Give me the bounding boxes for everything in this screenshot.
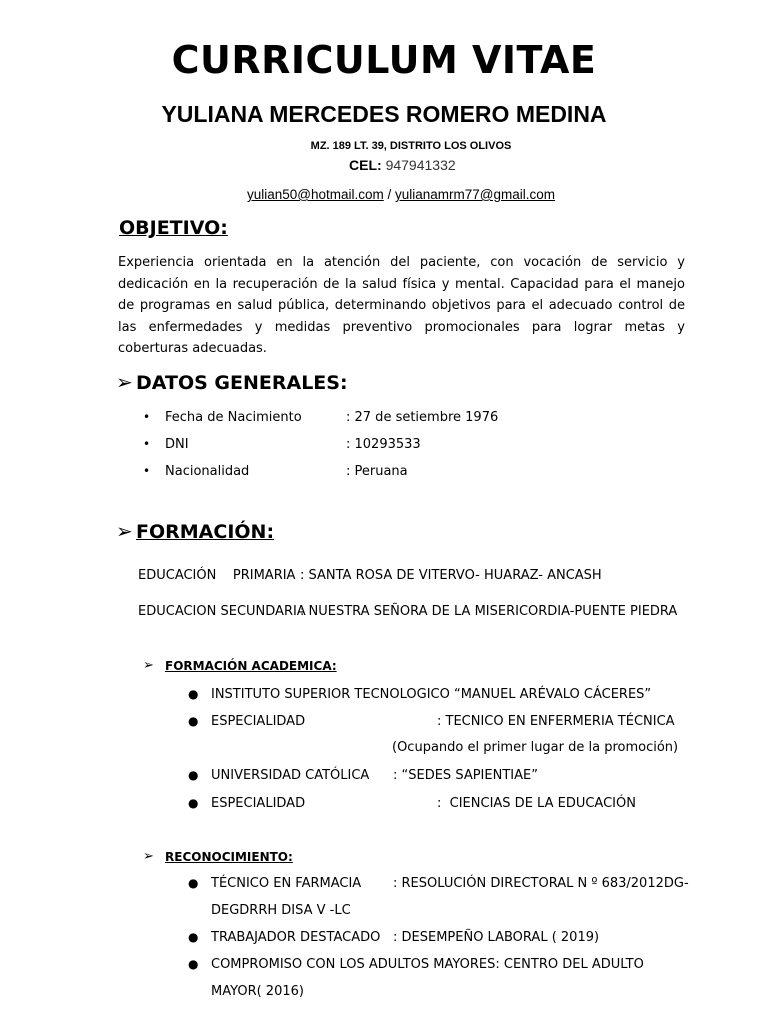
bullet-icon: ●	[188, 930, 199, 944]
secundaria-label: EDUCACION SECUNDARIA	[138, 604, 306, 619]
formacion-heading	[116, 519, 274, 543]
reconocimiento-value: : DESEMPEÑO LABORAL ( 2019)	[393, 930, 600, 945]
objetivo-text: Experiencia orientada en la atención del paciente, con vocación de servicio y dedicación en la recuperación de la salud física y mental. Capacidad para el manejo de programas en salud pública, determinando objetivos para el adecuado control de las enfermedades y medidas preventivo promocionales para lograr metas y coberturas adecuadas.	[118, 255, 685, 356]
dato-label: Nacionalidad	[165, 464, 250, 479]
reconocimiento-heading: RECONOCIMIENTO:	[165, 850, 293, 864]
reconocimiento-cont: DEGDRRH DISA V -LC	[211, 903, 351, 918]
datos-generales-title: DATOS GENERALES:	[136, 372, 348, 394]
primaria-value: : SANTA ROSA DE VITERVO- HUARAZ- ANCASH	[300, 568, 602, 583]
academica-label: ESPECIALIDAD	[211, 714, 306, 729]
dato-label: Fecha de Nacimiento	[165, 410, 302, 425]
phone-line	[349, 157, 456, 173]
secundaria-value: : NUESTRA SEÑORA DE LA MISERICORDIA-PUENTE PIEDRA	[300, 604, 678, 619]
primaria-label: EDUCACIÓN PRIMARIA	[138, 568, 296, 583]
reconocimiento-label: TRABAJADOR DESTACADO	[211, 930, 381, 945]
academica-value: : “SEDES SAPIENTIAE”	[393, 768, 538, 783]
bullet-icon: ●	[188, 796, 199, 810]
email-link-hotmail[interactable]: yulian50@hotmail.com	[246, 187, 384, 202]
phone-value: 947941332	[385, 157, 456, 173]
formacion-title: FORMACIÓN:	[136, 521, 275, 543]
bullet-icon: ●	[188, 714, 199, 728]
bullet-icon: ●	[188, 876, 199, 890]
bullet-icon: •	[143, 437, 151, 451]
objetivo-heading: OBJETIVO:	[119, 217, 228, 239]
academica-label: UNIVERSIDAD CATÓLICA	[211, 768, 370, 783]
academica-label: ESPECIALIDAD	[211, 796, 306, 811]
academica-value: : TECNICO EN ENFERMERIA TÉCNICA	[437, 714, 675, 729]
email-line	[0, 187, 768, 202]
datos-generales-heading	[116, 370, 348, 394]
bullet-icon: •	[143, 464, 151, 478]
reconocimiento-line: MAYOR( 2016)	[211, 984, 304, 999]
dato-value: : 10293533	[346, 437, 421, 452]
reconocimiento-line: COMPROMISO CON LOS ADULTOS MAYORES: CENTRO DEL ADULTO	[211, 957, 644, 972]
bullet-icon: •	[143, 410, 151, 424]
arrow-bullet-icon: ➢	[116, 519, 133, 543]
academica-value: : CIENCIAS DE LA EDUCACIÓN	[437, 796, 636, 811]
dato-value: : Peruana	[346, 464, 408, 479]
arrow-bullet-icon: ➢	[143, 848, 154, 863]
arrow-bullet-icon: ➢	[116, 370, 133, 394]
email-separator: /	[383, 187, 396, 202]
formacion-academica-heading: FORMACIÓN ACADEMICA:	[165, 659, 337, 673]
bullet-icon: ●	[188, 687, 199, 701]
document-title: CURRICULUM VITAE	[171, 38, 597, 82]
dato-value: : 27 de setiembre 1976	[346, 410, 499, 425]
reconocimiento-value: : RESOLUCIÓN DIRECTORAL N º 683/2012DG-	[393, 876, 689, 891]
bullet-icon: ●	[188, 768, 199, 782]
academica-note: (Ocupando el primer lugar de la promoción)	[392, 740, 679, 755]
reconocimiento-label: TÉCNICO EN FARMACIA	[211, 876, 362, 891]
bullet-icon: ●	[188, 957, 199, 971]
phone-label: CEL:	[349, 157, 382, 173]
email-link-gmail[interactable]: yulianamrm77@gmail.com	[395, 187, 556, 202]
arrow-bullet-icon: ➢	[143, 657, 154, 672]
dato-label: DNI	[165, 437, 189, 452]
academica-item: INSTITUTO SUPERIOR TECNOLOGICO “MANUEL ARÉVALO CÁCERES”	[211, 687, 652, 702]
address: MZ. 189 LT. 39, DISTRITO LOS OLIVOS	[310, 140, 512, 152]
candidate-name: YULIANA MERCEDES ROMERO MEDINA	[161, 101, 607, 127]
